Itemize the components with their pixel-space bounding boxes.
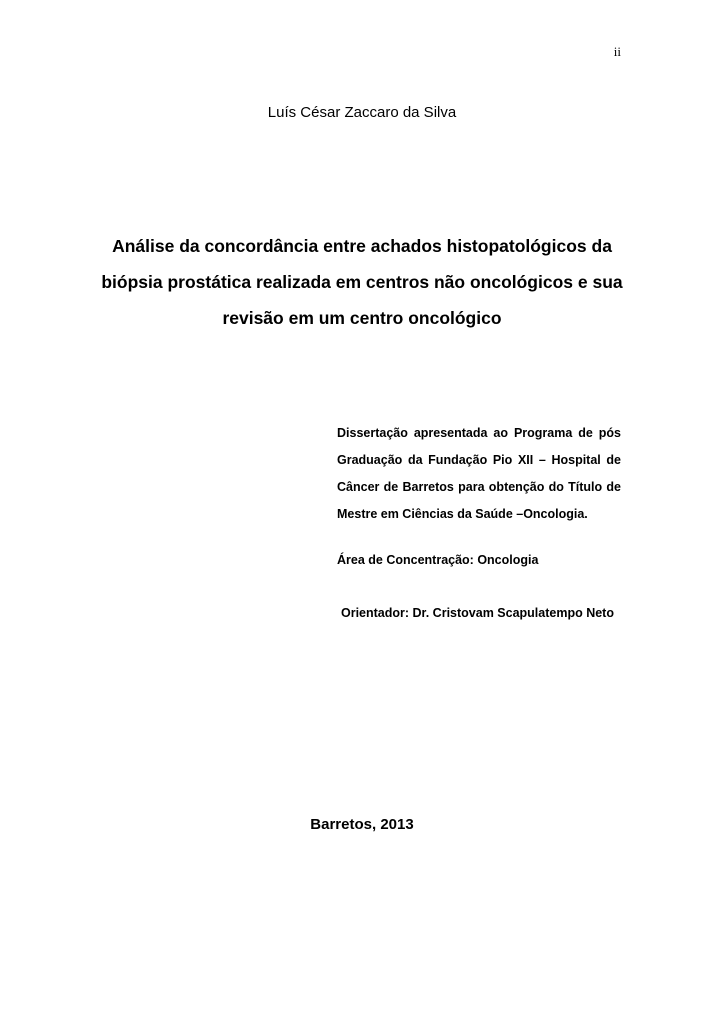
dissertation-description	[337, 420, 621, 528]
title-line: Análise da concordância entre achados histopatológicos da	[112, 236, 612, 256]
dissertation-title	[100, 228, 624, 336]
description-line: Graduação da Fundação Pio XII – Hospital de	[337, 453, 621, 467]
concentration-area: Área de Concentração: Oncologia	[337, 553, 539, 567]
city-year: Barretos, 2013	[310, 816, 414, 833]
description-line: Câncer de Barretos para obtenção do Título de	[337, 480, 621, 494]
author-name: Luís César Zaccaro da Silva	[267, 104, 457, 121]
description-line: Mestre em Ciências da Saúde –Oncologia.	[337, 507, 588, 521]
description-line: Dissertação apresentada ao Programa de pós	[337, 426, 621, 440]
advisor-name: Orientador: Dr. Cristovam Scapulatempo Neto	[341, 606, 614, 620]
title-line: revisão em um centro oncológico	[222, 308, 502, 328]
title-line: biópsia prostática realizada em centros não oncológicos e sua	[101, 272, 623, 292]
page-number: ii	[613, 44, 621, 59]
